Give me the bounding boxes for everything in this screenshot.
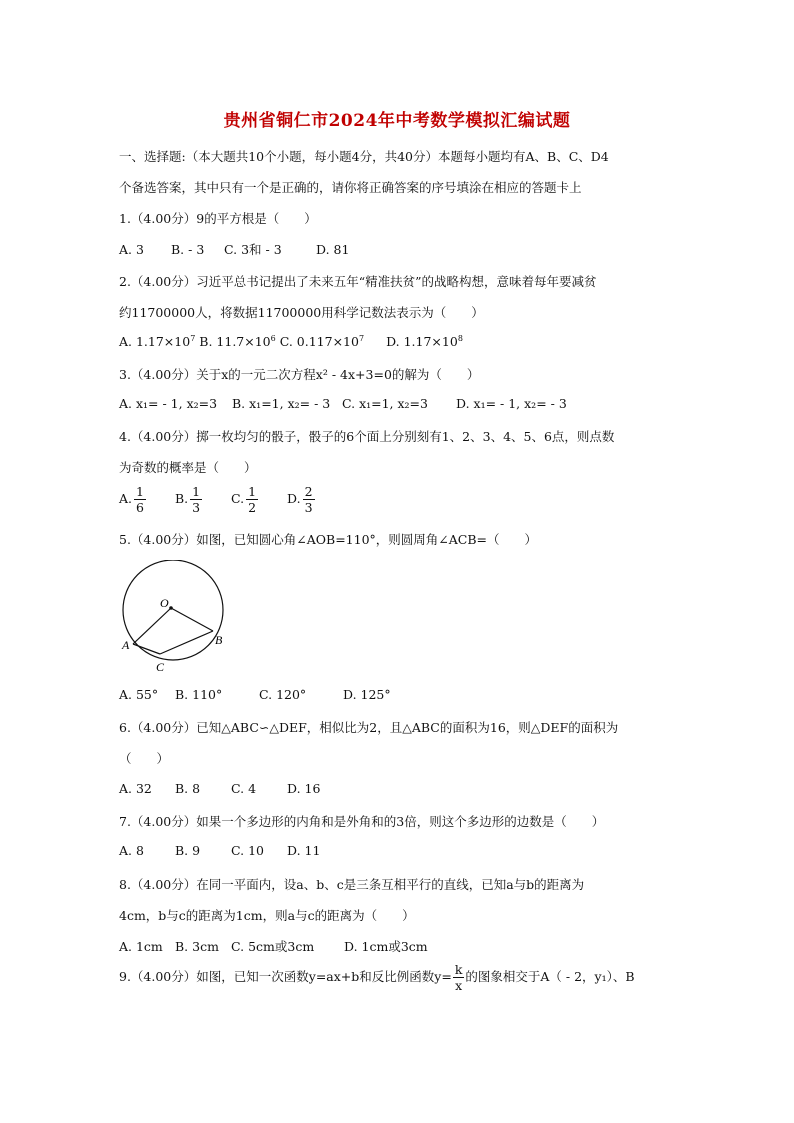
numerator: 1: [192, 484, 201, 499]
question-9-stem-start: 9.（4.00分）如图，已知一次函数y=ax+b和反比例函数y=: [119, 969, 452, 984]
option-a-base: A. 1.17×10: [119, 334, 191, 350]
option-b: B. x₁=1, x₂= - 3: [232, 396, 331, 411]
numerator: 1: [248, 484, 257, 499]
option-b: B. 3cm: [175, 939, 219, 954]
radius-ob: [171, 608, 213, 631]
option-c: C. 3和 - 3: [224, 242, 282, 257]
numerator: 2: [304, 484, 313, 499]
option-d-base: D. 1.17×10: [386, 334, 458, 350]
option-b: [175, 484, 231, 515]
option-a-label: A.: [119, 491, 133, 506]
section-intro-line-2: 个备选答案，其中只有一个是正确的，请你将正确答案的序号填涂在相应的答题卡上: [119, 180, 582, 195]
exam-title: 贵州省铜仁市2024年中考数学模拟汇编试题: [223, 111, 571, 131]
numerator: 1: [136, 484, 144, 499]
option-d: D. 81: [316, 242, 350, 257]
option-c: C. 120°: [259, 687, 307, 702]
option-c: C. 5cm或3cm: [231, 939, 315, 954]
option-d: D. x₁= - 1, x₂= - 3: [456, 396, 567, 411]
option-a: A. 1cm: [119, 939, 163, 954]
option-a: A. 8: [119, 843, 144, 858]
option-d: [386, 334, 463, 349]
circle: [123, 560, 223, 660]
option-d: D. 16: [287, 781, 321, 796]
section-intro-line-1: 一、选择题:（本大题共10个小题，每小题4分，共40分）本题每小题均有A、B、C、D4: [119, 149, 609, 164]
option-b-exponent: 6: [270, 334, 276, 343]
option-a: [119, 334, 195, 349]
denominator: 6: [136, 500, 144, 515]
option-d-exponent: 8: [457, 334, 463, 343]
question-6-stem-line-2: （ ）: [119, 751, 170, 766]
option-b: B. 9: [175, 843, 201, 858]
option-c: C. 10: [231, 843, 264, 858]
option-c: [231, 484, 287, 515]
option-b-label: B.: [175, 491, 189, 506]
option-d: [287, 484, 317, 515]
question-7-stem: 7.（4.00分）如果一个多边形的内角和是外角和的3倍，则这个多边形的边数是（ ）: [119, 814, 605, 829]
center-point-o: [169, 606, 173, 610]
question-9-stem: [119, 962, 635, 993]
option-c: C. x₁=1, x₂=3: [342, 396, 428, 411]
label-b: B: [215, 633, 223, 647]
denominator: x: [455, 978, 463, 993]
option-d-label: D.: [287, 491, 301, 506]
option-a-exponent: 7: [190, 334, 196, 343]
question-4-stem-line-2: 为奇数的概率是（ ）: [119, 460, 257, 475]
option-c: [280, 334, 364, 349]
option-b: B. 8: [175, 781, 201, 796]
denominator: 3: [304, 500, 313, 515]
question-2-stem-line-1: 2.（4.00分）习近平总书记提出了未来五年“精准扶贫”的战略构想，意味着每年要减贫: [119, 274, 597, 289]
k-over-x-fraction: [453, 962, 465, 993]
label-o: O: [160, 596, 169, 610]
radius-oa: [133, 608, 171, 644]
option-c-label: C.: [231, 491, 245, 506]
option-c-exponent: 7: [358, 334, 365, 343]
question-3-options: [119, 396, 567, 411]
option-b-base: B. 11.7×10: [199, 334, 271, 350]
label-a: A: [122, 638, 130, 652]
question-1-stem: 1.（4.00分）9的平方根是（ ）: [119, 211, 317, 226]
circle-angle-figure: [116, 560, 236, 678]
question-2-options: [119, 334, 463, 349]
question-5-stem: 5.（4.00分）如图，已知圆心角∠AOB=110°，则圆周角∠ACB=（ ）: [119, 532, 538, 547]
question-6-options: [119, 781, 320, 796]
option-a: [119, 484, 175, 515]
option-c: C. 4: [231, 781, 257, 796]
option-a: A. 55°: [119, 687, 159, 702]
denominator: 3: [192, 500, 201, 515]
option-b: B. 110°: [175, 687, 223, 702]
option-a: A. 32: [119, 781, 152, 796]
question-6-stem-line-1: 6.（4.00分）已知△ABC∽△DEF，相似比为2，且△ABC的面积为16，则△DEF的面积为: [119, 720, 619, 735]
option-d-fraction: [303, 484, 315, 515]
numerator: k: [454, 962, 463, 977]
question-9-stem-end: 的图象相交于A（ - 2，y₁）、B: [465, 969, 635, 984]
chord-cb: [160, 631, 213, 654]
option-c-fraction: [246, 484, 258, 515]
question-8-stem-line-2: 4cm，b与c的距离为1cm，则a与c的距离为（ ）: [119, 908, 415, 923]
question-4-options: [119, 484, 317, 515]
option-b: B. - 3: [171, 242, 205, 257]
question-4-stem-line-1: 4.（4.00分）掷一枚均匀的骰子，骰子的6个面上分别刻有1、2、3、4、5、6点，则点数: [119, 429, 615, 444]
option-a: A. 3: [119, 242, 144, 257]
option-c-base: C. 0.117×10: [279, 334, 359, 350]
option-b: [199, 334, 275, 349]
denominator: 2: [248, 500, 257, 515]
question-7-options: [119, 843, 320, 858]
question-8-stem-line-1: 8.（4.00分）在同一平面内，设a、b、c是三条互相平行的直线，已知a与b的距离为: [119, 877, 585, 892]
question-8-options: [119, 937, 428, 955]
label-c: C: [156, 660, 165, 674]
question-1-options: [119, 240, 349, 258]
option-d: D. 125°: [343, 687, 391, 702]
question-3-stem: 3.（4.00分）关于x的一元二次方程x² - 4x+3=0的解为（ ）: [119, 367, 480, 382]
question-5-options: [119, 687, 391, 702]
option-a: A. x₁= - 1, x₂=3: [119, 396, 218, 411]
option-d: D. 1cm或3cm: [344, 939, 428, 954]
option-a-fraction: [134, 484, 146, 515]
question-2-stem-line-2: 约11700000人，将数据11700000用科学记数法表示为（ ）: [119, 305, 484, 320]
option-d: D. 11: [287, 843, 321, 858]
option-b-fraction: [190, 484, 202, 515]
